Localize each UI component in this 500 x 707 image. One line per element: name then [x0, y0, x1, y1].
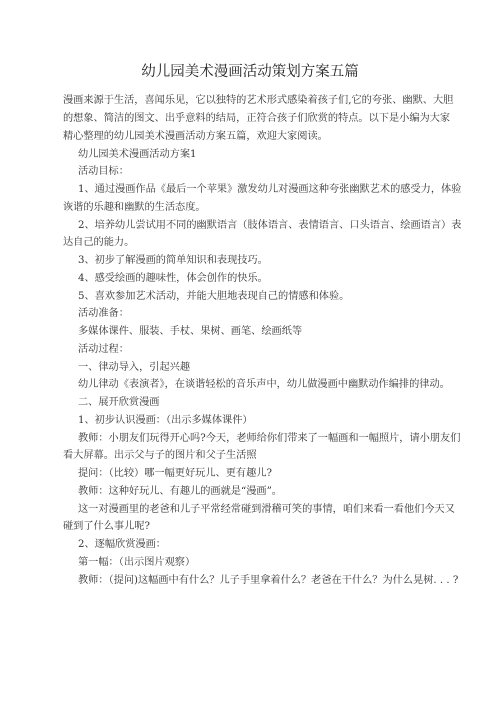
text-line: 教师：小朋友们玩得开心吗?今天，老师给你们带来了一幅画和一幅照片，请小朋友们	[78, 433, 461, 444]
text-line: 1、通过漫画作品《最后一个苹果》激发幼儿对漫画这种夸张幽默艺术的感受力，体验	[78, 184, 462, 195]
text-line: 活动目标：	[78, 166, 129, 177]
text-line: 多媒体课件、服装、手杖、果树、画笔、绘画纸等	[78, 326, 303, 337]
text-line: 教师：这种好玩儿、有趣儿的画就是“漫画”。	[78, 486, 282, 497]
text-line: 碰到了什么事儿呢?	[63, 521, 150, 532]
text-line: 提问：（比较）哪一幅更好玩儿、更有趣儿?	[78, 468, 272, 479]
text-line: 4、感受绘画的趣味性，体会创作的快乐。	[78, 273, 268, 284]
text-line: 看大屏幕。出示父与子的图片和父子生活照	[63, 450, 257, 461]
text-line: 活动过程：	[78, 344, 129, 355]
text-line: 3、初步了解漫画的简单知识和表现技巧。	[78, 255, 268, 266]
text-line: 达自己的能力。	[63, 237, 135, 248]
text-line: 教师：（提问)这幅画中有什么？儿子手里拿着什么？老爸在干什么？为什么晃树. . . ?	[78, 575, 459, 586]
document-title: 幼儿园美术漫画活动策划方案五篇	[141, 64, 359, 80]
text-line: 幼儿园美术漫画活动方案1	[78, 149, 197, 160]
text-line: 一、律动导入，引起兴趣	[78, 362, 191, 373]
text-line: 幼儿律动《表演者》，在谈谐轻松的音乐声中，幼儿做漫画中幽默动作编排的律动。	[78, 379, 450, 390]
text-line: 活动准备：	[78, 308, 129, 319]
text-line: 漫画来源于生活，喜闻乐见，它以独特的艺术形式感染着孩子们,它的夸张、幽默、大胆	[63, 95, 454, 106]
text-line: 诙谐的乐趣和幽默的生活态度。	[63, 202, 206, 213]
text-line: 这一对漫画里的老爸和儿子平常经常碰到滑稽可笑的事情，咱们来看一看他们今天又	[78, 504, 455, 515]
text-line: 2、逐幅欣赏漫画：	[78, 539, 166, 550]
text-line: 第一幅：（出示图片观察）	[78, 557, 196, 568]
text-line: 精心整理的幼儿园美术漫画活动方案五篇，欢迎大家阅读。	[63, 131, 328, 142]
text-line: 二、展开欣赏漫画	[78, 397, 160, 408]
text-line: 2、培养幼儿尝试用不同的幽默语言（肢体语言、表情语言、口头语言、绘画语言）表	[78, 220, 462, 231]
text-line: 5、喜欢参加艺术活动，并能大胆地表现自己的情感和体验。	[78, 291, 350, 302]
text-line: 的想象、简洁的图文、出乎意料的结局，正符合孩子们欣赏的特点。以下是小编为大家	[63, 113, 451, 124]
text-line: 1、初步认识漫画：（出示多媒体课件）	[78, 415, 253, 426]
